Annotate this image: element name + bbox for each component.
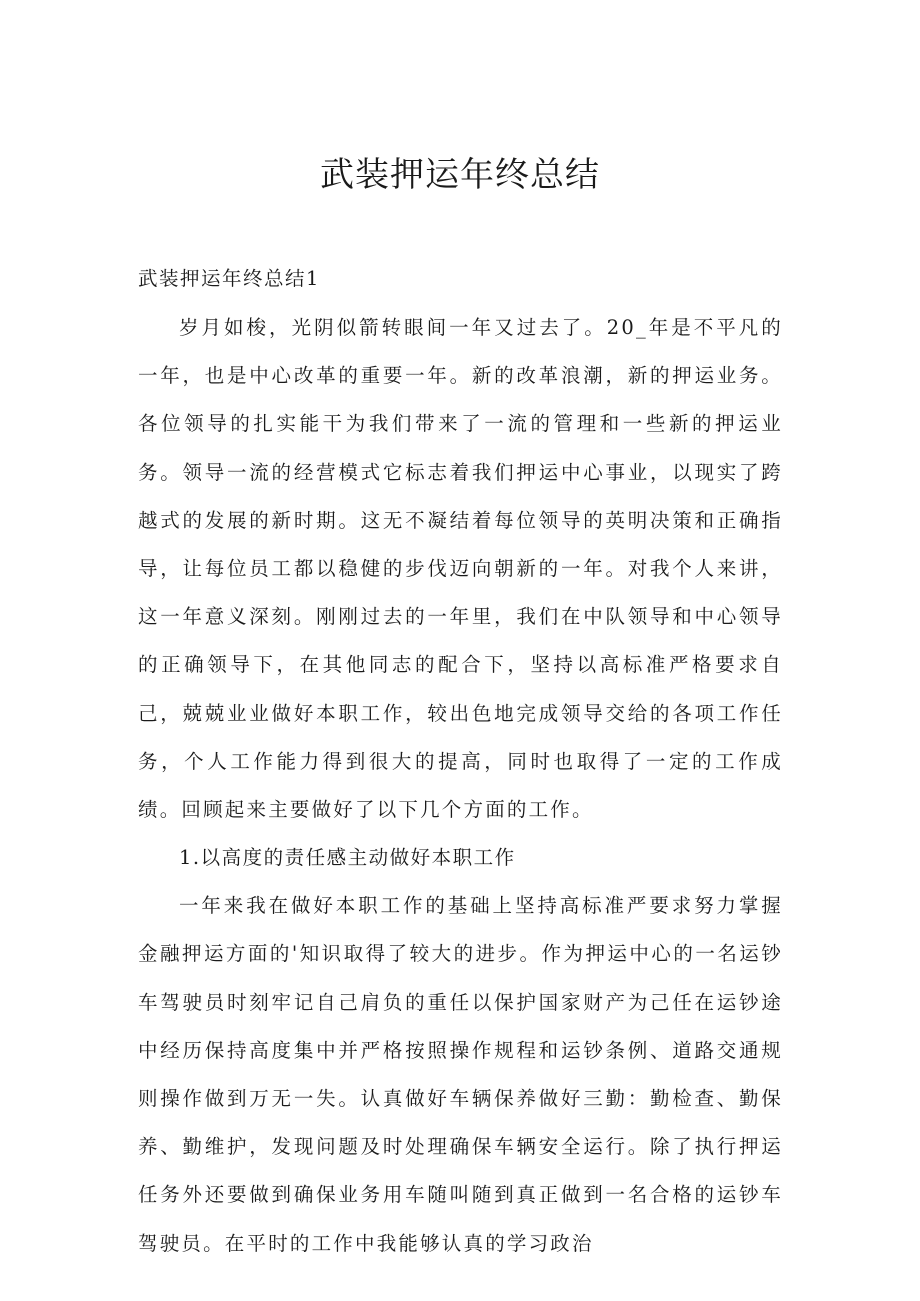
paragraph-intro: 岁月如梭，光阴似箭转眼间一年又过去了。20_年是不平凡的一年，也是中心改革的重要一年。新的改革浪潮，新的押运业务。各位领导的扎实能干为我们带来了一流的管理和一些新的押运业务。领导一流的经营模式它标志着我们押运中心事业，以现实了跨越式的发展的新时期。这无不凝结着每位领导的英明决策和正确指导，让每位员工都以稳健的步伐迈向朝新的一年。对我个人来讲，这一年意义深刻。刚刚过去的一年里，我们在中队领导和中心领导的正确领导下，在其他同志的配合下，坚持以高标准严格要求自己，兢兢业业做好本职工作，较出色地完成领导交给的各项工作任务，个人工作能力得到很大的提高，同时也取得了一定的工作成绩。回顾起来主要做好了以下几个方面的工作。 <box>138 316 783 822</box>
paragraph-section-1: 一年来我在做好本职工作的基础上坚持高标准严要求努力掌握金融押运方面的'知识取得了较大的进步。作为押运中心的一名运钞车驾驶员时刻牢记自己肩负的重任以保护国家财产为己任在运钞途中经历保持高度集中并严格按照操作规程和运钞条例、道路交通规则操作做到万无一失。认真做好车辆保养做好三勤：勤检查、勤保养、勤维护，发现问题及时处理确保车辆安全运行。除了执行押运任务外还要做到确保业务用车随叫随到真正做到一名合格的运钞车驾驶员。在平时的工作中我能够认真的学习政治 <box>138 894 783 1255</box>
section-heading: 1.以高度的责任感主动做好本职工作 <box>179 846 516 870</box>
document-subtitle: 武装押运年终总结1 <box>138 267 320 290</box>
document-title: 武装押运年终总结 <box>320 155 600 195</box>
document-body <box>138 256 783 1268</box>
